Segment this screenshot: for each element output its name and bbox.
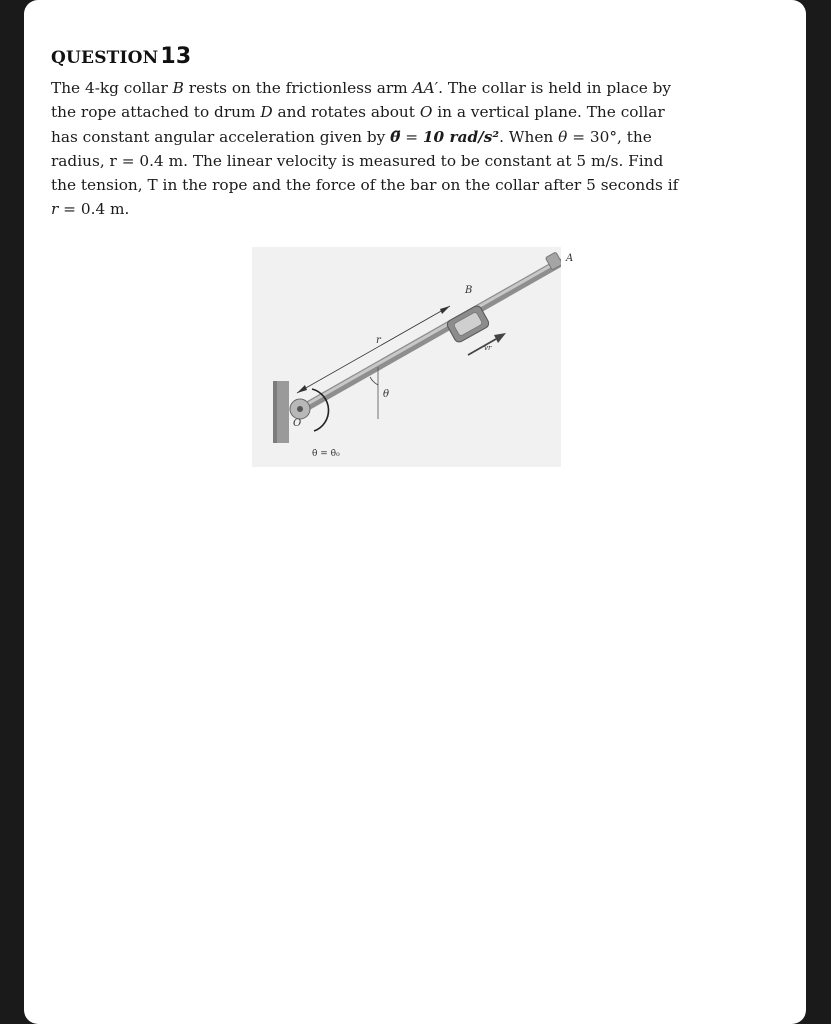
text-line-1: The 4-kg collar B rests on the frictionless arm AA′. The collar is held in place by bbox=[51, 79, 672, 97]
text-line-5: the tension, T in the rope and the force of the bar on the collar after 5 seconds if bbox=[51, 176, 679, 195]
question-label: QUESTION bbox=[51, 48, 159, 68]
wall-support bbox=[277, 381, 289, 443]
label-vr: vr bbox=[484, 344, 492, 352]
label-O: O bbox=[293, 418, 302, 429]
document-page bbox=[24, 0, 806, 1024]
question-heading bbox=[51, 44, 191, 69]
text-line-3: has constant angular acceleration given by θ̈ = 10 rad/s². When θ = 30°, the bbox=[51, 127, 652, 146]
label-angular-velocity: θ̇ = θ̇₀ bbox=[312, 449, 340, 459]
label-B: B bbox=[465, 285, 473, 296]
velocity-arrow bbox=[468, 339, 496, 355]
collar-arm-figure bbox=[252, 247, 574, 467]
label-theta: θ bbox=[383, 389, 390, 400]
text-line-4: radius, r = 0.4 m. The linear velocity is measured to be constant at 5 m/s. Find bbox=[51, 151, 664, 170]
question-number: 13 bbox=[160, 44, 192, 69]
label-r: r bbox=[376, 335, 381, 346]
theta-arc bbox=[370, 377, 378, 385]
text-line-2: the rope attached to drum D and rotates about O in a vertical plane. The collar bbox=[51, 103, 665, 122]
r-dimension-line bbox=[297, 306, 450, 393]
label-A: A bbox=[566, 253, 574, 264]
question-text bbox=[51, 76, 767, 222]
arm bbox=[304, 263, 559, 408]
figure-drawing bbox=[252, 247, 561, 467]
text-line-6: r = 0.4 m. bbox=[51, 200, 130, 219]
